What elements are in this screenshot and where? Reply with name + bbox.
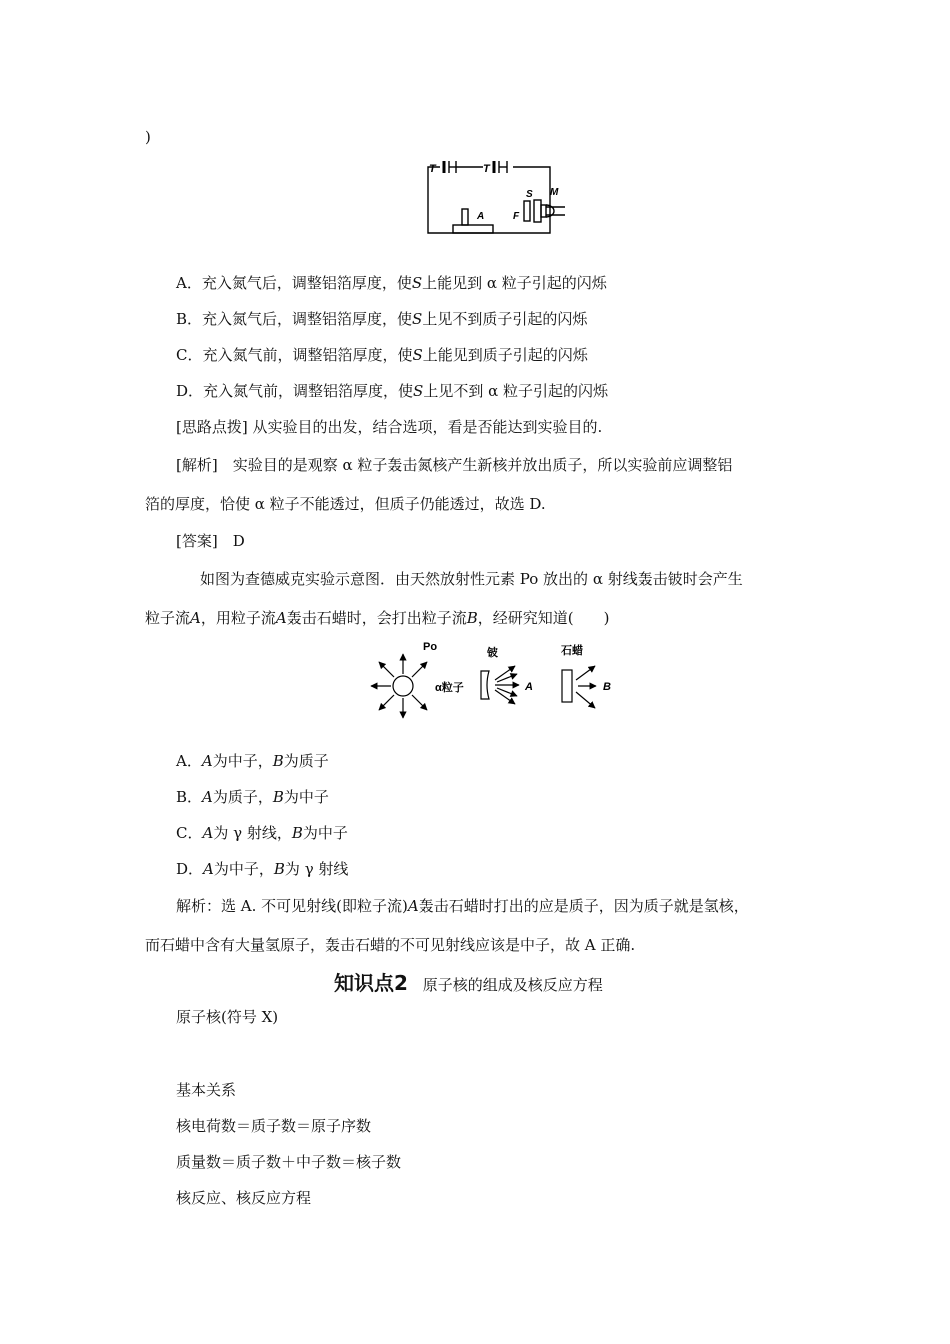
nucleus-symbol-line: 原子核(符号 X) <box>176 1008 279 1026</box>
q2-solution-line2: 而石蜡中含有大量氢原子，轰击石蜡的不可见射线应该是中子，故 A 正确. <box>145 936 636 954</box>
q1-option-b: B．充入氮气后，调整铝箔厚度，使S上见不到质子引起的闪烁 <box>176 310 588 328</box>
label-s: S <box>526 189 533 200</box>
q2-stem-line1: 如图为查德威克实验示意图．由天然放射性元素 Po 放出的 α 射线轰击铍时会产生 <box>200 570 743 588</box>
chadwick-experiment-diagram <box>365 638 625 722</box>
q1-analysis-line1: [解析] 实验目的是观察 α 粒子轰击氮核产生新核并放出质子，所以实验前应调整铝 <box>176 456 733 474</box>
q2-option-c: C．A为 γ 射线，B为中子 <box>176 824 348 842</box>
q2-option-d: D．A为中子，B为 γ 射线 <box>176 860 349 878</box>
fragment-paren: ) <box>145 128 151 146</box>
rutherford-apparatus-diagram <box>420 155 570 240</box>
q1-answer: [答案] D <box>176 532 245 550</box>
nuclear-reaction-label: 核反应、核反应方程 <box>176 1189 312 1207</box>
label-t-right: T <box>483 163 490 175</box>
section-title: 原子核的组成及核反应方程 <box>422 976 603 994</box>
q1-hint: [思路点拨] 从实验目的出发，结合选项，看是否能达到实验目的. <box>176 418 603 436</box>
q2-option-b: B．A为质子，B为中子 <box>176 788 329 806</box>
q1-option-d: D．充入氮气前，调整铝箔厚度，使S上见不到 α 粒子引起的闪烁 <box>176 382 608 400</box>
q1-option-c: C．充入氮气前，调整铝箔厚度，使S上能见到质子引起的闪烁 <box>176 346 588 364</box>
mass-number-equation: 质量数＝质子数＋中子数＝核子数 <box>176 1153 402 1171</box>
label-a: A <box>477 211 485 222</box>
label-t-left: T <box>429 163 436 175</box>
q2-option-a: A．A为中子，B为质子 <box>176 752 329 770</box>
label-a-stream: A <box>525 681 533 693</box>
section-tag: 知识点2 <box>334 971 408 995</box>
q2-solution-line1: 解析：选 A. 不可见射线(即粒子流)A轰击石蜡时打出的应是质子，因为质子就是氢核， <box>176 897 749 915</box>
charge-number-equation: 核电荷数＝质子数＝原子序数 <box>176 1117 372 1135</box>
label-b-stream: B <box>603 681 611 693</box>
label-paraffin: 石蜡 <box>561 645 583 657</box>
section-heading <box>334 967 603 996</box>
label-beryllium: 铍 <box>487 647 498 659</box>
label-m: M <box>550 187 559 198</box>
q1-option-a: A．充入氮气后，调整铝箔厚度，使S上能见到 α 粒子引起的闪烁 <box>176 274 607 292</box>
basic-relations-label: 基本关系 <box>176 1081 237 1099</box>
label-f: F <box>513 211 520 222</box>
q1-analysis-line2: 箔的厚度，恰使 α 粒子不能透过，但质子仍能透过，故选 D. <box>145 495 546 513</box>
label-alpha-particle: α粒子 <box>435 682 464 694</box>
label-po: Po <box>423 641 438 653</box>
q2-stem-line2: 粒子流A，用粒子流A轰击石蜡时，会打出粒子流B，经研究知道( ) <box>145 609 610 627</box>
